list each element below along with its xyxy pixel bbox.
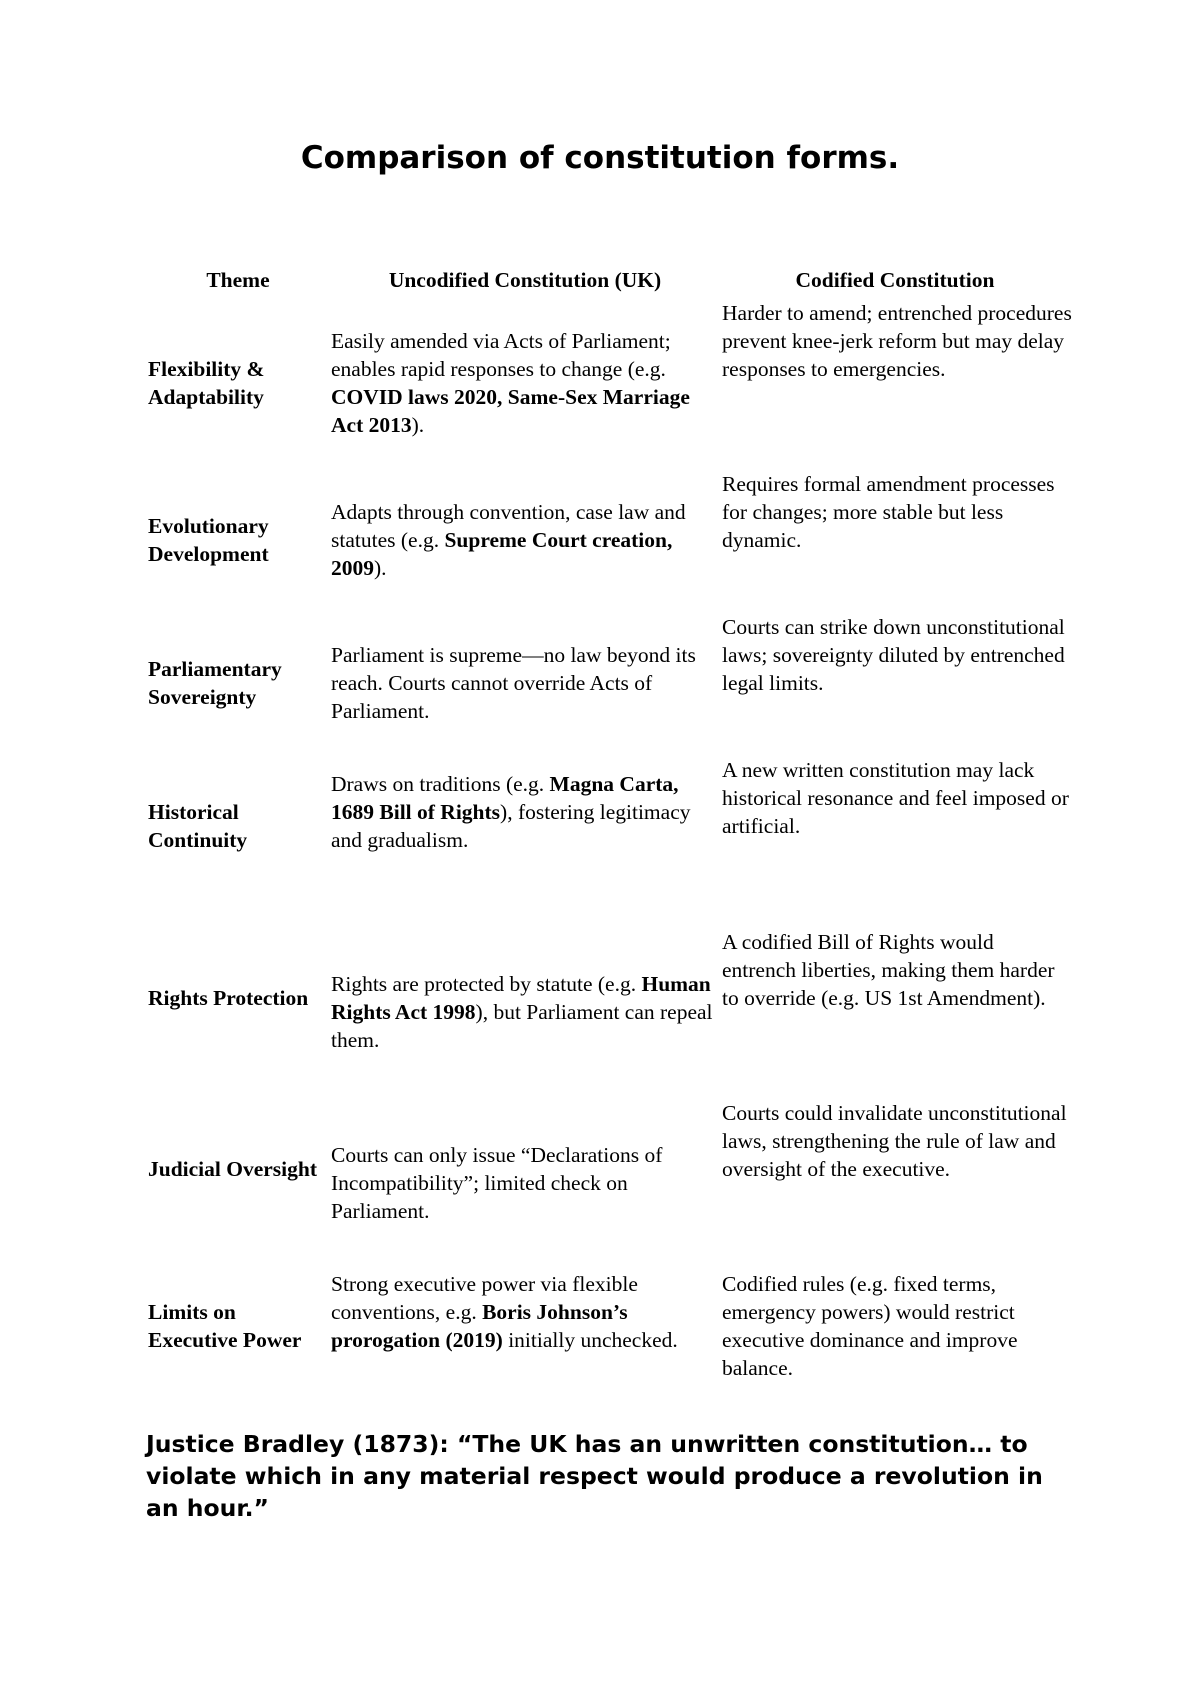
- row-uncodified-evolutionary: Adapts through convention, case law and statutes (e.g. Supreme Court creation, 2009).: [331, 500, 686, 580]
- row-codified-historical: A new written constitution may lack historical resonance and feel imposed or artificial.: [722, 758, 1069, 838]
- header-codified: Codified Constitution: [795, 268, 995, 292]
- bradley-quote: Justice Bradley (1873): “The UK has an unwritten constitution… to violate which in any material respect would produce a revolution in an hour.”: [146, 1430, 1043, 1522]
- page-title: Comparison of constitution forms.: [300, 140, 900, 176]
- row-codified-evolutionary: Requires formal amendment processes for changes; more stable but less dynamic.: [722, 472, 1055, 552]
- row-theme-flexibility: Flexibility & Adaptability: [148, 357, 265, 409]
- row-codified-judicial: Courts could invalidate unconstitutional laws, strengthening the rule of law and oversight of the executive.: [722, 1101, 1067, 1181]
- row-theme-evolutionary: Evolutionary Development: [148, 514, 269, 566]
- row-codified-executive: Codified rules (e.g. fixed terms, emergency powers) would restrict executive dominance and improve balance.: [722, 1272, 1018, 1380]
- row-theme-executive: Limits on Executive Power: [148, 1300, 302, 1352]
- row-uncodified-flexibility: Easily amended via Acts of Parliament; enables rapid responses to change (e.g. COVID laws 2020, Same-Sex Marriage Act 2013).: [331, 329, 690, 437]
- row-uncodified-judicial: Courts can only issue “Declarations of Incompatibility”; limited check on Parliament.: [331, 1143, 663, 1223]
- row-uncodified-historical: Draws on traditions (e.g. Magna Carta, 1689 Bill of Rights), fostering legitimacy and gradualism.: [331, 772, 691, 852]
- row-theme-sovereignty: Parliamentary Sovereignty: [148, 657, 282, 709]
- row-theme-historical: Historical Continuity: [148, 800, 248, 852]
- header-uncodified: Uncodified Constitution (UK): [388, 268, 662, 292]
- row-codified-rights: A codified Bill of Rights would entrench liberties, making them harder to override (e.g. US 1st Amendment).: [722, 930, 1055, 1010]
- header-theme: Theme: [206, 268, 270, 292]
- row-codified-sovereignty: Courts can strike down unconstitutional laws; sovereignty diluted by entrenched legal limits.: [722, 615, 1065, 695]
- row-theme-judicial: Judicial Oversight: [148, 1157, 318, 1181]
- row-uncodified-executive: Strong executive power via flexible conventions, e.g. Boris Johnson’s prorogation (2019) initially unchecked.: [331, 1272, 678, 1352]
- row-theme-rights: Rights Protection: [148, 986, 309, 1010]
- row-codified-flexibility: Harder to amend; entrenched procedures prevent knee-jerk reform but may delay responses to emergencies.: [722, 301, 1072, 381]
- row-uncodified-sovereignty: Parliament is supreme—no law beyond its reach. Courts cannot override Acts of Parliament.: [331, 643, 696, 723]
- row-uncodified-rights: Rights are protected by statute (e.g. Human Rights Act 1998), but Parliament can repeal them.: [331, 972, 713, 1052]
